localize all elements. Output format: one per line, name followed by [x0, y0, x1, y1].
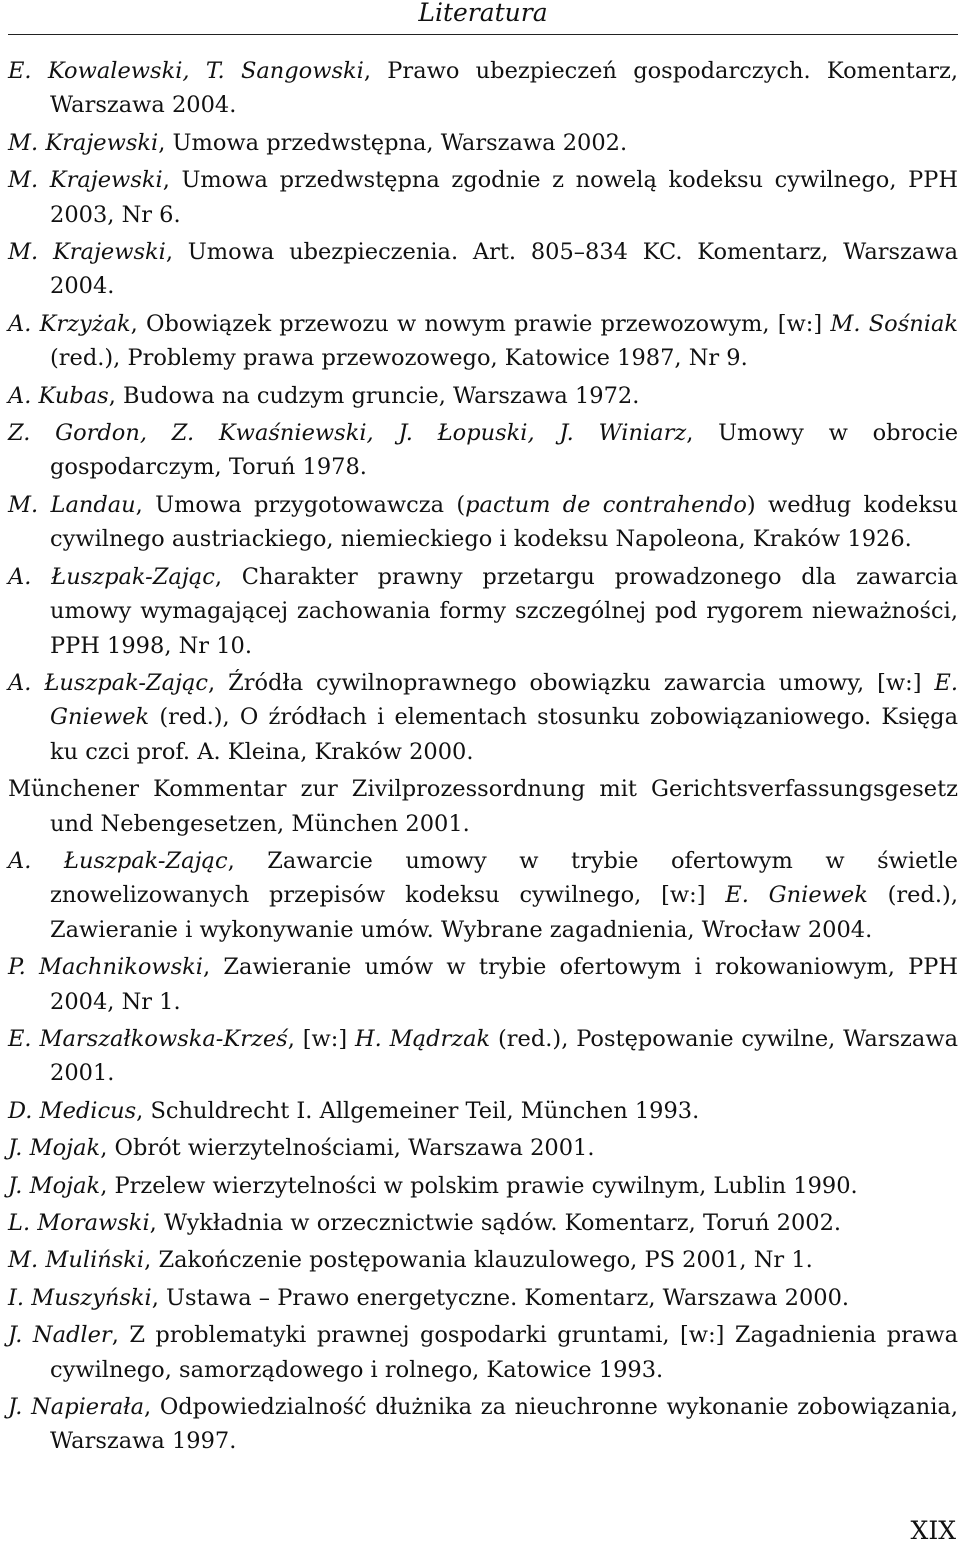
bibliography-entry: [8, 1318, 958, 1387]
bibliography-entry: [8, 844, 958, 947]
entry-author: A. Łuszpak-Zając: [8, 669, 208, 696]
bibliography-entry: [8, 379, 958, 413]
entry-author: M. Krajewski: [8, 129, 159, 156]
entry-text: , Umowa ubezpieczenia. Art. 805–834 KC. Komentarz, Warszawa 2004.: [50, 239, 958, 300]
entry-author: A. Kubas: [8, 382, 109, 409]
running-title: Literatura: [418, 0, 548, 27]
bibliography-entry: [8, 235, 958, 304]
bibliography-entry: [8, 126, 958, 160]
entry-text-cont: (red.), O źródłach i elementach stosunku zobowiązaniowego. Księga ku czci prof. A. Kleina, Kraków 2000.: [50, 704, 958, 765]
entry-text: , Obrót wierzytelnościami, Warszawa 2001.: [100, 1135, 595, 1162]
entry-author: M. Krajewski: [8, 167, 163, 194]
entry-author: J. Napierała: [8, 1394, 144, 1421]
entry-text: , Obowiązek przewozu w nowym prawie przewozowym, [w:]: [130, 310, 831, 337]
entry-text: , Odpowiedzialność dłużnika za nieuchronne wykonanie zobowiązania, Warszawa 1997.: [50, 1394, 958, 1455]
entry-latin-phrase: pactum de contrahendo: [465, 491, 747, 518]
bibliography-entry: [8, 1169, 958, 1203]
entry-author: I. Muszyński: [8, 1284, 152, 1311]
entry-author: J. Mojak: [8, 1172, 101, 1199]
entry-text: , [w:]: [287, 1025, 355, 1052]
bibliography-list: [8, 54, 958, 1462]
entry-author: J. Mojak: [8, 1135, 101, 1162]
entry-text: , Z problematyki prawnej gospodarki gruntami, [w:] Zagadnienia prawa cywilnego, samorządowego i rolnego, Katowice 1993.: [50, 1322, 958, 1383]
entry-text: , Budowa na cudzym gruncie, Warszawa 1972.: [108, 382, 640, 409]
entry-text-cont: (red.), Zawieranie i wykonywanie umów. Wybrane zagadnienia, Wrocław 2004.: [50, 882, 958, 943]
entry-author: P. Machnikowski: [8, 954, 203, 981]
entry-text: , Umowa przygotowawcza (: [135, 491, 466, 518]
entry-author: A. Krzyżak: [8, 310, 131, 337]
entry-author: E. Kowalewski, T. Sangowski: [8, 58, 364, 84]
entry-editor: E. Gniewek: [725, 882, 868, 909]
bibliography-entry: [8, 1094, 958, 1128]
entry-text: , Zakończenie postępowania klauzulowego, PS 2001, Nr 1.: [144, 1247, 813, 1274]
bibliography-entry: [8, 772, 958, 841]
entry-text: Münchener Kommentar zur Zivilprozessordnung mit Gerichtsverfassungsgesetz und Nebengesetzen, München 2001.: [8, 776, 958, 837]
bibliography-entry: [8, 560, 958, 663]
entry-author: Z. Gordon, Z. Kwaśniewski, J. Łopuski, J. Winiarz: [8, 420, 687, 447]
entry-text: , Przelew wierzytelności w polskim prawie cywilnym, Lublin 1990.: [100, 1172, 858, 1199]
entry-text: , Umowa przedwstępna, Warszawa 2002.: [158, 129, 628, 156]
bibliography-entry: [8, 950, 958, 1019]
bibliography-entry: [8, 1390, 958, 1459]
entry-text: , Wykładnia w orzecznictwie sądów. Komentarz, Toruń 2002.: [149, 1210, 842, 1236]
entry-text: , Źródła cywilnoprawnego obowiązku zawarcia umowy, [w:]: [207, 669, 935, 696]
entry-author: E. Marszałkowska-Krześ: [8, 1025, 288, 1052]
bibliography-entry: [8, 1206, 958, 1240]
entry-author: M. Muliński: [8, 1247, 145, 1274]
entry-editor: H. Mądrzak: [354, 1025, 491, 1052]
page-header: [8, 0, 958, 35]
entry-text-cont: ) według kodeksu cywilnego austriackiego, niemieckiego i kodeksu Napoleona, Kraków 1926.: [50, 491, 959, 553]
bibliography-entry: [8, 163, 958, 232]
bibliography-entry: [8, 1281, 958, 1315]
entry-text: , Prawo ubezpieczeń gospodarczych. Komentarz, Warszawa 2004.: [50, 58, 959, 119]
entry-text: , Umowa przedwstępna zgodnie z nowelą kodeksu cywilnego, PPH 2003, Nr 6.: [50, 167, 959, 228]
bibliography-entry: [8, 1243, 958, 1277]
bibliography-entry: [8, 1022, 958, 1091]
entry-text: , Zawieranie umów w trybie ofertowym i rokowaniowym, PPH 2004, Nr 1.: [50, 954, 958, 1015]
page-number: XIX: [910, 1516, 956, 1545]
entry-author: M. Krajewski: [8, 239, 166, 266]
entry-author: A. Łuszpak-Zając: [8, 563, 215, 590]
entry-text-cont: (red.), Postępowanie cywilne, Warszawa 2001.: [50, 1025, 958, 1087]
bibliography-entry: [8, 1131, 958, 1165]
entry-author: L. Morawski: [8, 1210, 150, 1236]
bibliography-entry: [8, 666, 958, 769]
bibliography-entry: [8, 416, 958, 485]
bibliography-entry: [8, 488, 958, 557]
entry-author: D. Medicus: [8, 1097, 137, 1124]
entry-editor: E. Gniewek: [50, 669, 958, 731]
entry-text-cont: (red.), Problemy prawa przewozowego, Katowice 1987, Nr 9.: [50, 345, 748, 372]
entry-author: J. Nadler: [8, 1322, 112, 1349]
entry-text: , Umowy w obrocie gospodarczym, Toruń 1978.: [50, 420, 959, 481]
entry-author: A. Łuszpak-Zając: [8, 847, 228, 874]
bibliography-entry: [8, 54, 958, 123]
entry-text: , Ustawa – Prawo energetyczne. Komentarz, Warszawa 2000.: [151, 1284, 850, 1311]
entry-author: M. Landau: [8, 491, 136, 518]
entry-text: , Charakter prawny przetargu prowadzonego dla zawarcia umowy wymagającej zachowania formy szczególnej pod rygorem nieważności, PPH 1998, Nr 10.: [50, 563, 958, 659]
entry-text: , Zawarcie umowy w trybie ofertowym w świetle znowelizowanych przepisów kodeksu cywilnego, [w:]: [50, 847, 958, 909]
entry-editor: M. Sośniak: [830, 310, 959, 337]
entry-text: , Schuldrecht I. Allgemeiner Teil, München 1993.: [136, 1097, 700, 1124]
bibliography-entry: [8, 307, 958, 376]
